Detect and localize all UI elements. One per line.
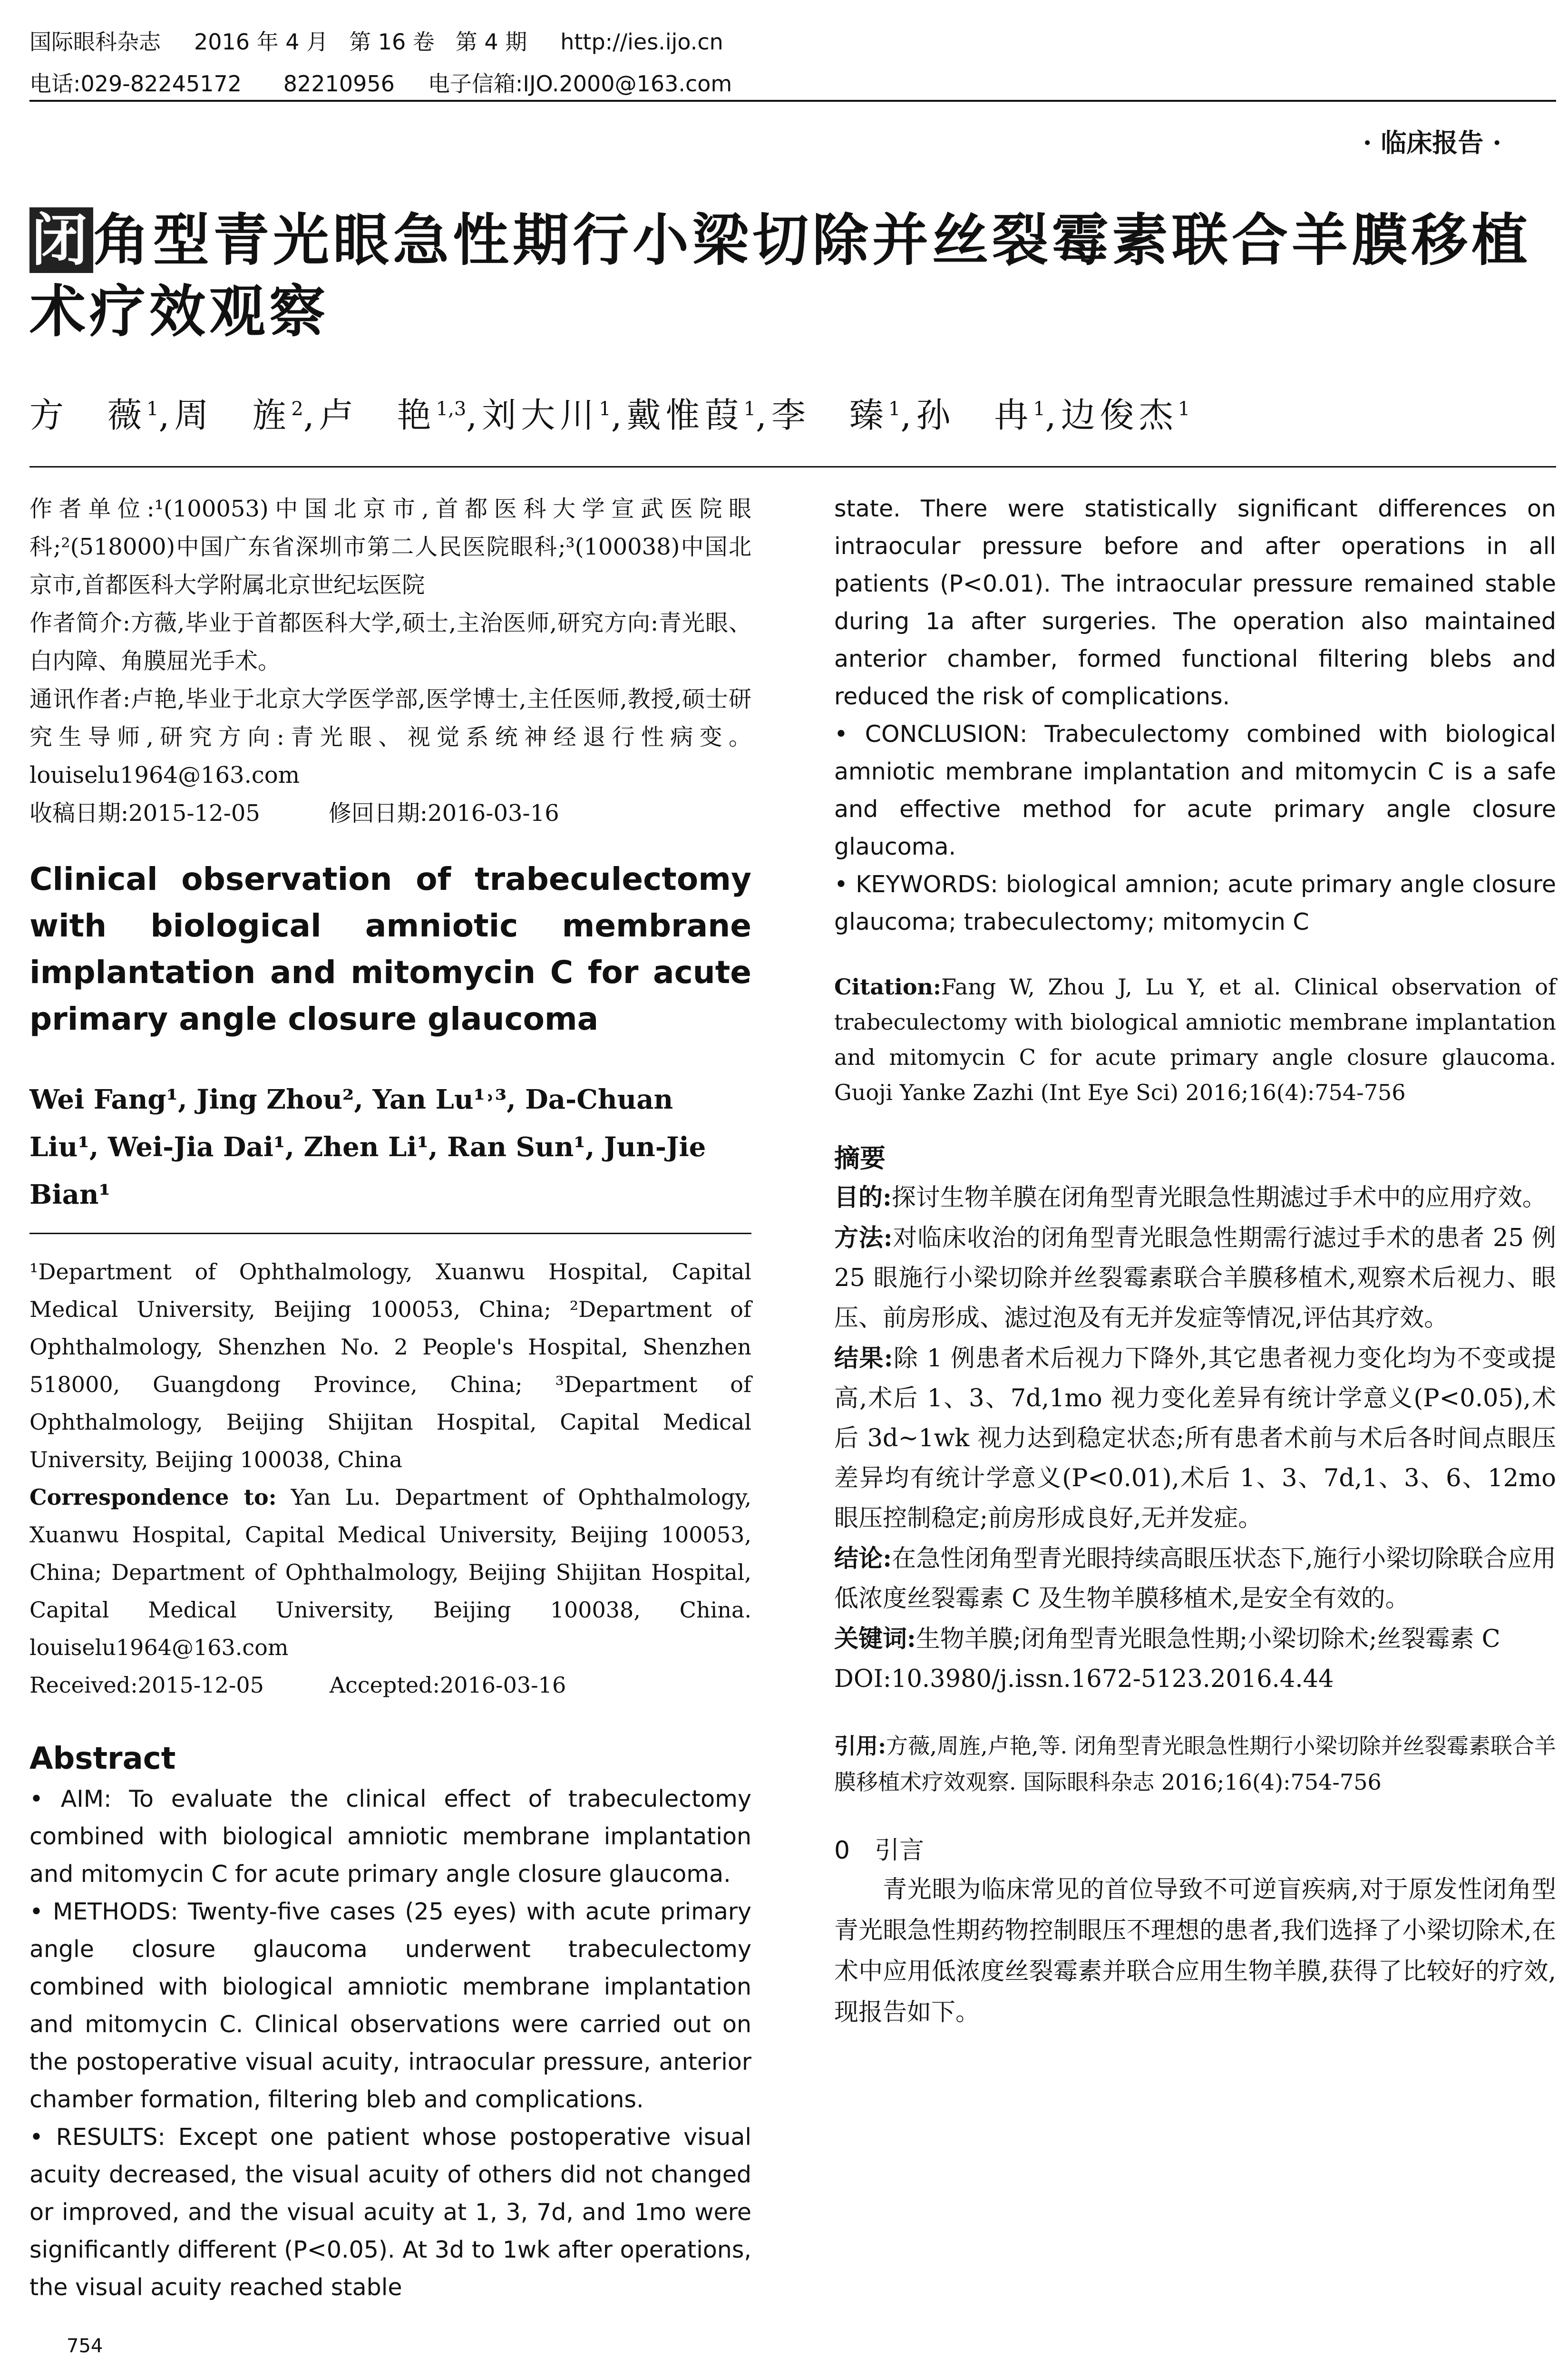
citation-cn	[834, 1728, 1556, 1800]
author-separator: ,	[900, 395, 916, 435]
english-authors: Wei Fang¹, Jing Zhou², Yan Lu¹˒³, Da-Chuan Liu¹, Wei-Jia Dai¹, Zhen Li¹, Ran Sun¹, Jun-Jie Bian¹	[29, 1084, 706, 1210]
author-affil-sup: 1	[743, 398, 756, 420]
abstract-keywords: • KEYWORDS: biological amnion; acute primary angle closure glaucoma; trabeculectomy; mitomycin C	[834, 871, 1556, 935]
author-separator: ,	[756, 395, 771, 435]
title-first-char: 闭	[29, 207, 93, 273]
separator	[29, 1233, 751, 1234]
author-affil-sup: 1	[1033, 398, 1045, 420]
author-cn: 刘大川$^1$	[482, 395, 611, 435]
section-label: · 临床报告 ·	[1363, 127, 1501, 158]
header-rule	[29, 100, 1556, 102]
author-separator: ,	[466, 395, 482, 435]
abstract-cn-heading: 摘要	[834, 1143, 886, 1173]
mudi-text: 探讨生物羊膜在闭角型青光眼急性期滤过手术中的应用疗效。	[891, 1184, 1547, 1212]
author-cn: 李 臻$^1$	[771, 395, 901, 435]
abstract-methods: • METHODS: Twenty-five cases (25 eyes) with acute primary angle closure glaucoma underwent trabeculectomy combined with biological amniotic membrane implantation and mitomycin C. Clinical observations were carried out on the postoperative visual acuity, intraocular pressure, anterior chamber formation, filtering bleb and complications.	[29, 1898, 751, 2113]
journal-name: 国际眼科杂志	[29, 29, 161, 55]
abstract-results: • RESULTS: Except one patient whose postoperative visual acuity decreased, the visual acuity of others did not changed or improved, and the visual acuity at 1, 3, 7d, and 1mo were significantly different (P<0.05). At 3d to 1wk after operations, the visual acuity reached stable	[29, 2124, 751, 2301]
fangfa-text: 对临床收治的闭角型青光眼急性期需行滤过手术的患者 25 例 25 眼施行小梁切除并丝裂霉素联合羊膜移植术,观察术后视力、眼压、前房形成、滤过泡及有无并发症等情况,评估其疗效。	[834, 1224, 1556, 1332]
affiliations	[29, 1253, 751, 1704]
author-info	[29, 490, 751, 832]
received-accepted: Received:2015-12-05 Accepted:2016-03-16	[29, 1672, 566, 1698]
jielun-label: 结论:	[834, 1544, 892, 1573]
authors-rule	[29, 466, 1556, 468]
author-cn: 卢 艳$^{1,3}$	[319, 395, 467, 435]
citation-label: Citation:	[834, 974, 941, 1000]
author-unit: 作者单位:¹(100053)中国北京市,首都医科大学宣武医院眼科;²(518000)中国广东省深圳市第二人民医院眼科;³(100038)中国北京市,首都医科大学附属北京世纪坛医院	[29, 496, 751, 598]
intro-paragraph: 青光眼为临床常见的首位导致不可逆盲疾病,对于原发性闭角型青光眼急性期药物控制眼压不理想的患者,我们选择了小梁切除术,在术中应用低浓度丝裂霉素并联合应用生物羊膜,获得了比较好的疗效,现报告如下。	[834, 1876, 1556, 2026]
author-separator: ,	[611, 395, 627, 435]
author-cn: 戴惟葭$^1$	[626, 395, 756, 435]
abstract-en-cont	[834, 490, 1556, 941]
jieguo-label: 结果:	[834, 1344, 893, 1373]
author-cn: 边俊杰$^1$	[1061, 395, 1190, 435]
author-cn: 周 旌$^2$	[174, 395, 303, 435]
keywords-cn-text: 生物羊膜;闭角型青光眼急性期;小梁切除术;丝裂霉素 C	[915, 1625, 1500, 1653]
left-column	[29, 490, 751, 2306]
journal-email: 电子信箱:IJO.2000@163.com	[428, 71, 732, 97]
journal-header	[29, 25, 757, 56]
page-number: 754	[67, 2335, 103, 2357]
abstract-en	[29, 1780, 751, 2306]
keywords-cn-label: 关键词:	[834, 1625, 916, 1653]
journal-contact	[29, 67, 765, 98]
correspondence-text: Yan Lu. Department of Ophthalmology, Xuanwu Hospital, Capital Medical University, Beijing 100053, China; Department of Ophthalmology, Beijing Shijitan Hospital, Capital Medical University, Beijing 100038, China. louiselu1964@163.com	[29, 1484, 751, 1660]
author-separator: ,	[158, 395, 175, 435]
journal-phone: 电话:029-82245172 82210956	[29, 71, 395, 97]
doi: DOI:10.3980/j.issn.1672-5123.2016.4.44	[834, 1665, 1334, 1693]
citation-en	[834, 969, 1556, 1110]
abstract-cn	[834, 1178, 1556, 1699]
journal-url: http://ies.ijo.cn	[560, 29, 723, 55]
abstract-heading: Abstract	[29, 1741, 176, 1776]
mudi-label: 目的:	[834, 1183, 892, 1212]
author-affil-sup: 1	[599, 398, 611, 420]
received-dates-cn: 收稿日期:2015-12-05 修回日期:2016-03-16	[29, 800, 559, 827]
correspondence-label: Correspondence to:	[29, 1484, 277, 1510]
author-separator: ,	[303, 395, 319, 435]
author-bio: 作者简介:方薇,毕业于首都医科大学,硕士,主治医师,研究方向:青光眼、白内障、角膜屈光手术。	[29, 610, 751, 674]
jielun-text: 在急性闭角型青光眼持续高眼压状态下,施行小梁切除联合应用低浓度丝裂霉素 C 及生物羊膜移植术,是安全有效的。	[834, 1545, 1556, 1613]
abstract-aim: • AIM: To evaluate the clinical effect of trabeculectomy combined with biological amniotic membrane implantation and mitomycin C for acute primary angle closure glaucoma.	[29, 1785, 751, 1888]
author-separator: ,	[1045, 395, 1061, 435]
jieguo-text: 除 1 例患者术后视力下降外,其它患者视力变化均为不变或提高,术后 1、3、7d,1mo 视力变化差异有统计学意义(P<0.05),术后 3d~1wk 视力达到稳定状态;所有患者术前与术后各时间点眼压差异均有统计学意义(P<0.01),术后 1、3、7d,1、3、6、12mo 眼压控制稳定;前房形成良好,无并发症。	[834, 1344, 1557, 1532]
intro-heading: 0 引言	[834, 1836, 925, 1865]
affiliation-text: ¹Department of Ophthalmology, Xuanwu Hospital, Capital Medical University, Beijing 100053, China; ²Department of Ophthalmology, Shenzhen No. 2 People's Hospital, Shenzhen 518000, Guangdong Province, China; ³Department of Ophthalmology, Beijing Shijitan Hospital, Capital Medical University, Beijing 100038, China	[29, 1259, 751, 1472]
abstract-conclusion: • CONCLUSION: Trabeculectomy combined with biological amniotic membrane implantation and mitomycin C is a safe and effective method for acute primary angle closure glaucoma.	[834, 721, 1556, 860]
title-rest: 角型青光眼急性期行小梁切除并丝裂霉素联合羊膜移植术疗效观察	[29, 207, 1532, 344]
author-affil-sup: 1,3	[436, 398, 467, 420]
citation-cn-text: 方薇,周旌,卢艳,等. 闭角型青光眼急性期行小梁切除并丝裂霉素联合羊膜移植术疗效观察. 国际眼科杂志 2016;16(4):754-756	[834, 1733, 1556, 1795]
journal-issue: 2016 年 4 月 第 16 卷 第 4 期	[194, 29, 527, 55]
author-affil-sup: 1	[888, 398, 901, 420]
author-affil-sup: 1	[1178, 398, 1190, 420]
abstract-results-cont: state. There were statistically significant differences on intraocular pressure before and after operations in all patients (P<0.01). The intraocular pressure remained stable during 1a after surgeries. The operation also maintained anterior chamber, formed functional filtering blebs and reduced the risk of complications.	[834, 495, 1556, 710]
right-column	[834, 490, 1556, 2033]
citation-text: Fang W, Zhou J, Lu Y, et al. Clinical observation of trabeculectomy with biological amniotic membrane implantation and mitomycin C for acute primary angle closure glaucoma. Guoji Yanke Zazhi (Int Eye Sci) 2016;16(4):754-756	[834, 974, 1556, 1105]
corresponding-author: 通讯作者:卢艳,毕业于北京大学医学部,医学博士,主任医师,教授,硕士研究生导师,研究方向:青光眼、视觉系统神经退行性病变。louiselu1964@163.com	[29, 686, 751, 789]
author-affil-sup: 2	[291, 398, 303, 420]
author-affil-sup: 1	[146, 398, 159, 420]
english-title: Clinical observation of trabeculectomy with biological amniotic membrane implantation and mitomycin C for acute primary angle closure glaucoma	[29, 861, 751, 1037]
authors-cn	[29, 388, 1190, 437]
author-cn: 孙 冉$^1$	[916, 395, 1045, 435]
citation-cn-label: 引用:	[834, 1733, 886, 1759]
fangfa-label: 方法:	[834, 1224, 893, 1252]
author-cn: 方 薇$^1$	[29, 395, 159, 435]
article-title	[29, 205, 1561, 347]
